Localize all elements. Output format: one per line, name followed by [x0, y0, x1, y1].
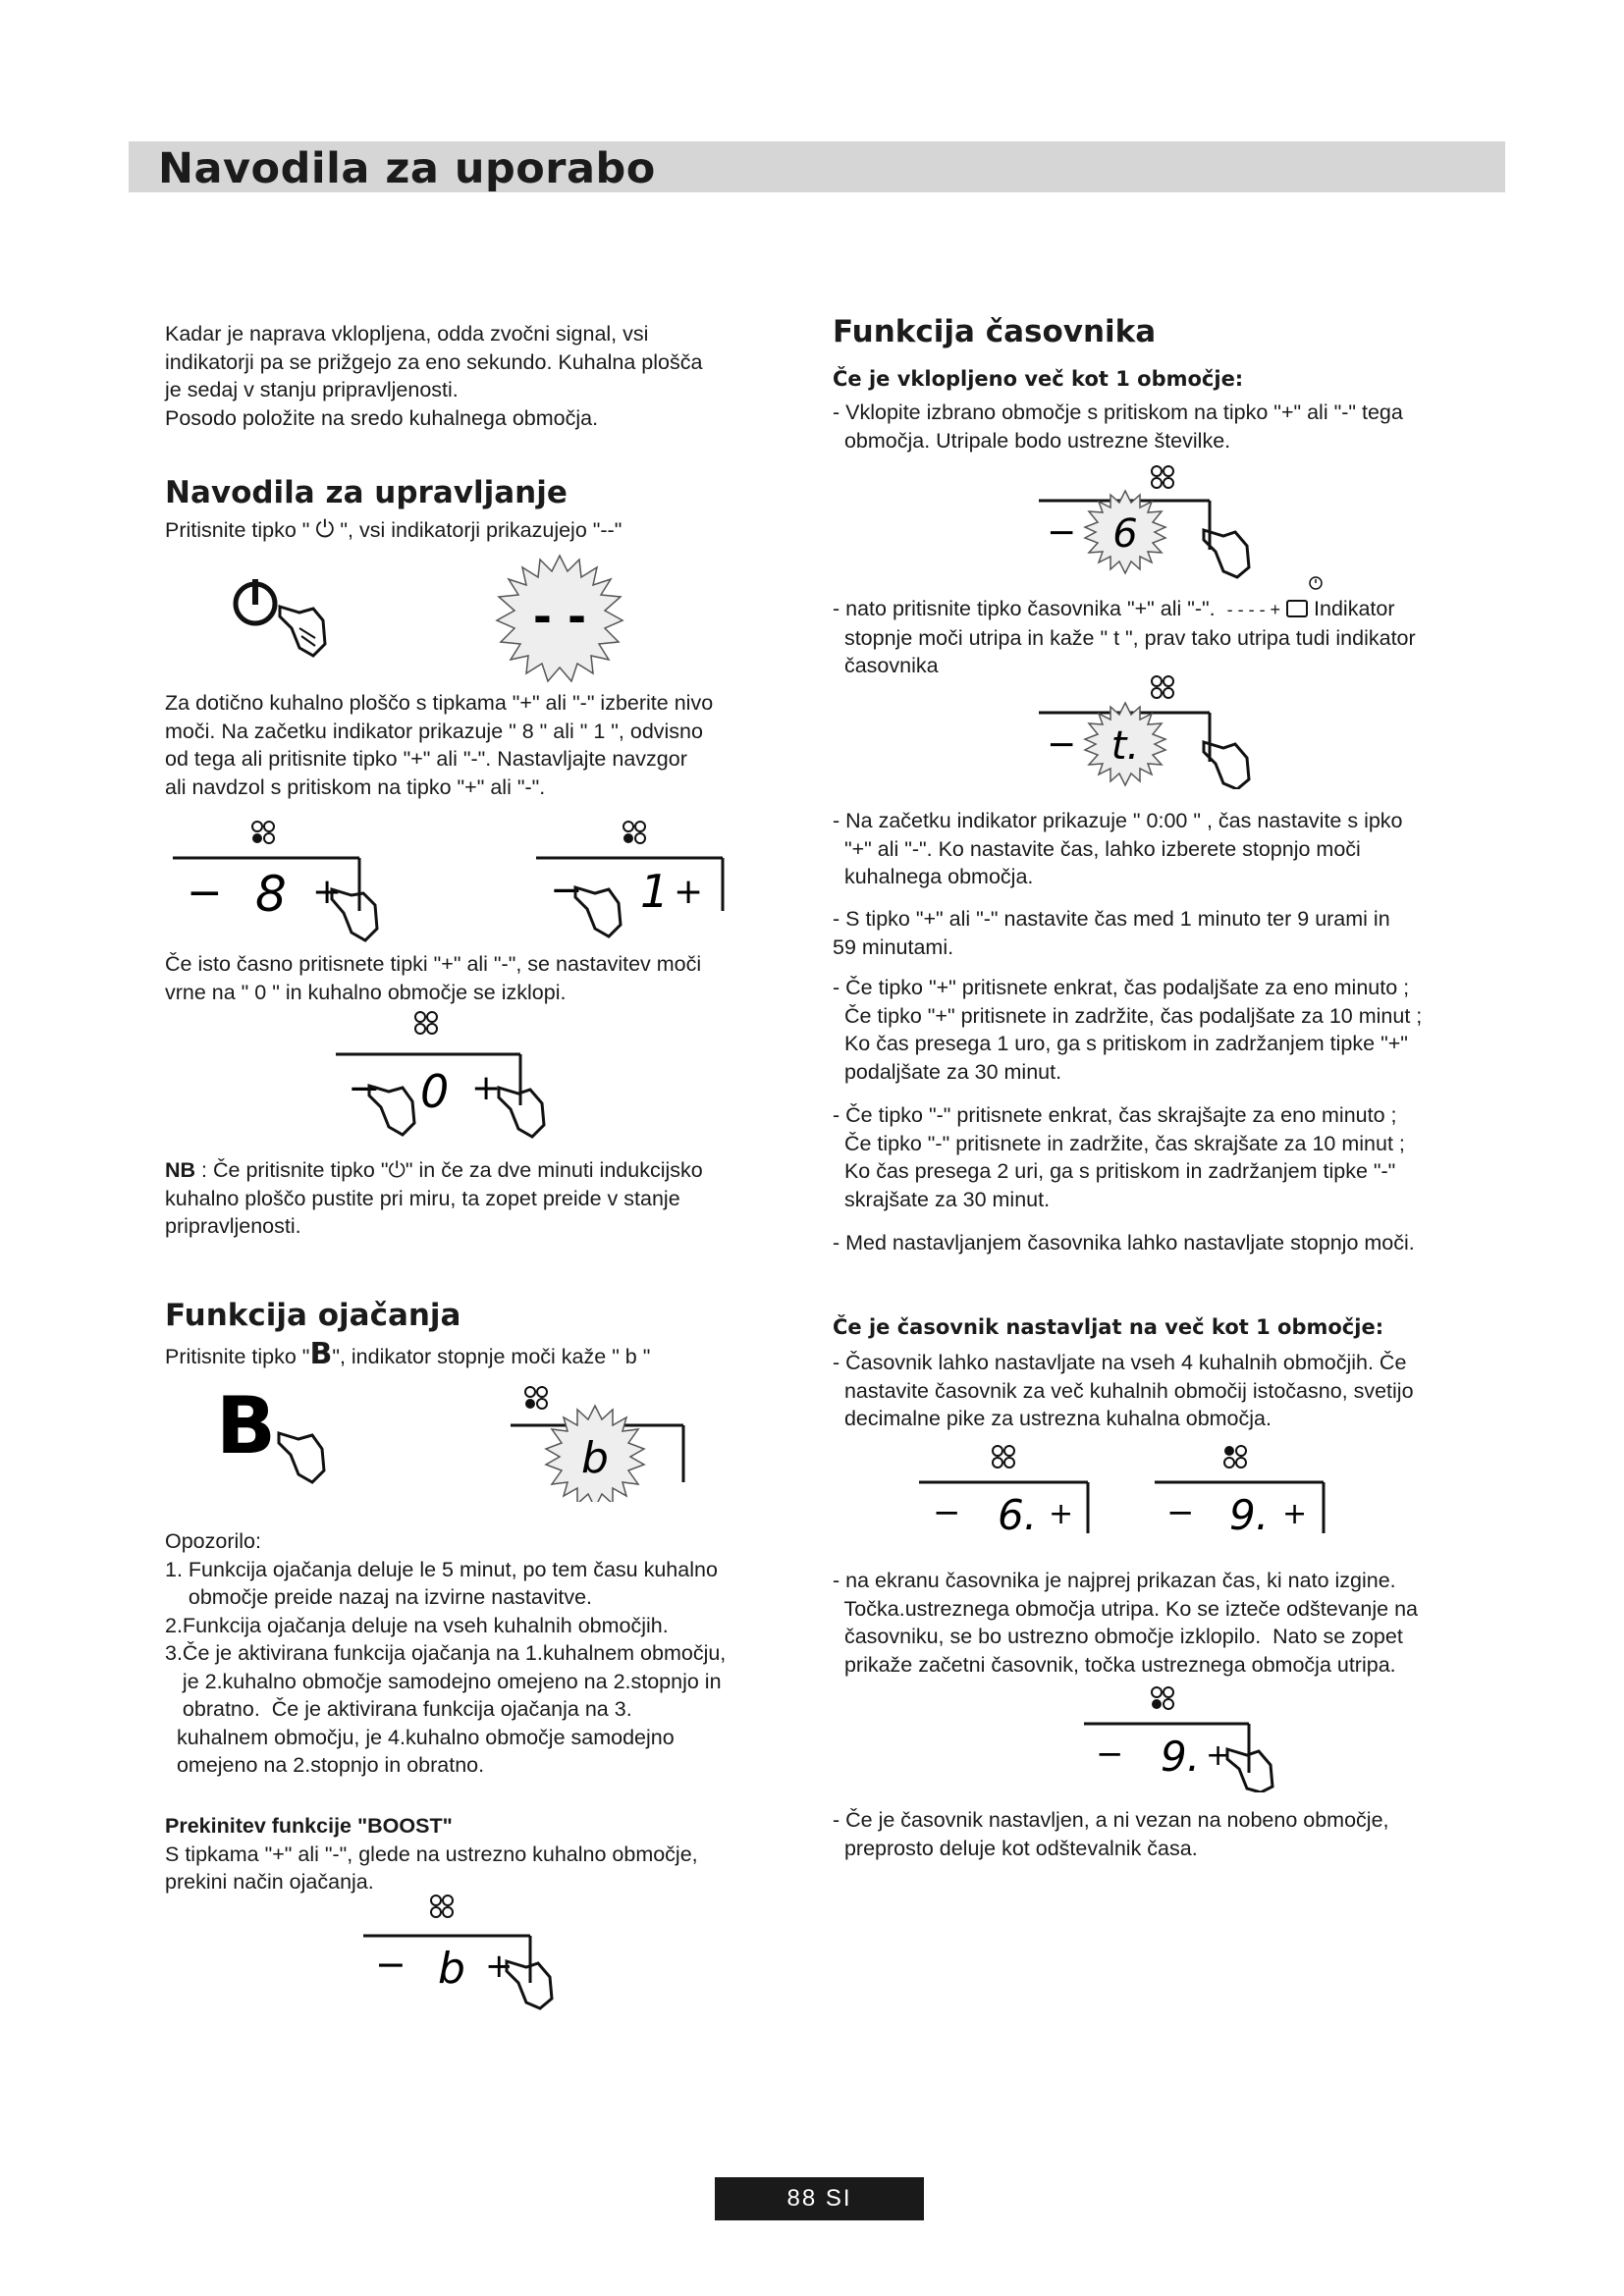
level-line: ali navdzol s pritiskom na tipko "+" ali "-". — [165, 774, 546, 799]
title-bar — [129, 141, 1505, 192]
step5-line: podaljšate za 30 minut. — [833, 1059, 1062, 1084]
figure-power-on — [226, 550, 658, 697]
boost-key-icon: B — [309, 1337, 333, 1371]
step5-line: Če tipko "+" pritisnete in zadržite, čas podaljšate za 10 minut ; — [833, 1003, 1423, 1028]
step6-line: Če tipko "-" pritisnete in zadržite, čas skrajšate za 10 minut ; — [833, 1131, 1405, 1155]
boost-text-a: Pritisnite tipko " — [165, 1345, 310, 1368]
control-heading-block — [165, 475, 568, 510]
step6-line: skrajšate za 30 minut. — [833, 1187, 1051, 1211]
figure-timer-t — [1031, 671, 1267, 789]
minus-key: − — [348, 1066, 381, 1111]
step3-line: kuhalnega območja. — [833, 865, 1034, 888]
multi-zone-heading-block — [833, 367, 1243, 391]
control-heading: Navodila za upravljanje — [165, 475, 568, 510]
timer-t-readout: t. — [1110, 723, 1140, 769]
multi2-block — [833, 1349, 1520, 1433]
plus-key: + — [312, 872, 343, 912]
timer-clock-icon — [1306, 573, 1326, 593]
boost-heading: Funkcija ojačanja — [165, 1298, 461, 1333]
warning-line: 2.Funkcija ojačanja deluje na vseh kuhalnih območjih. — [165, 1613, 669, 1637]
power-button-icon — [236, 579, 275, 623]
timer-burst — [1085, 491, 1165, 573]
intro-line: je sedaj v stanju pripravljenosti. — [165, 378, 459, 401]
dash-display-burst — [497, 556, 623, 681]
step1-line: - Vklopite izbrano območje s pritiskom na tipko "+" ali "-" tega — [833, 400, 1403, 424]
multi2-line: - Časovnik lahko nastavljate na vseh 4 kuhalnih območjih. Če — [833, 1351, 1407, 1374]
plus-key: + — [674, 872, 704, 912]
step5-block — [833, 974, 1520, 1086]
hand-pointer-icon — [279, 1433, 324, 1482]
panel-1 — [536, 822, 723, 936]
boost-key-large: B — [216, 1380, 276, 1471]
cancel-line: prekini način ojačanja. — [165, 1870, 374, 1894]
boost-burst — [546, 1406, 644, 1502]
level-8-readout: 8 — [255, 866, 287, 923]
step3-block — [833, 807, 1510, 891]
simultaneous-paragraph — [165, 950, 813, 1006]
intro-line: Posodo položite na sredo kuhalnega območja. — [165, 405, 599, 430]
control-instruction — [165, 516, 793, 545]
figure-timer-6 — [1031, 461, 1267, 579]
final-note-block — [833, 1806, 1520, 1862]
intro-line: Kadar je naprava vklopljena, odda zvočni signal, vsi — [165, 322, 649, 346]
step4-line: 59 minutami. — [833, 934, 954, 959]
step4-block — [833, 905, 1510, 961]
minus-key: − — [1096, 1735, 1124, 1774]
page-number: 88 SI — [715, 2177, 924, 2220]
plus-key: + — [1206, 1738, 1231, 1773]
plus-key: + — [1049, 1497, 1074, 1531]
minus-key: − — [1047, 724, 1077, 765]
display-note-block — [833, 1567, 1520, 1679]
timer-key-dashes: - - - - + — [1226, 600, 1281, 619]
final-note-line: preprosto deluje kot odštevalnik časa. — [833, 1836, 1198, 1860]
warning-line: kuhalnem območju, je 4.kuhalno območje samodejno — [165, 1725, 675, 1749]
page-title: Navodila za uporabo — [158, 144, 656, 193]
nb-text-b: " in če za dve minuti indukcijsko — [405, 1158, 703, 1182]
minus-key: − — [550, 868, 583, 913]
panel-8 — [173, 822, 377, 940]
step6-line: Ko čas presega 2 uri, ga s pritiskom in zadržanjem tipke "-" — [833, 1159, 1396, 1183]
timer-heading: Funkcija časovnika — [833, 314, 1157, 349]
minus-key: − — [1166, 1493, 1195, 1532]
plus-key: + — [1282, 1497, 1308, 1531]
figure-level-zero — [334, 1003, 589, 1141]
level-line: od tega ali pritisnite tipko "+" ali "-". Nastavljajte navzgor — [165, 747, 687, 771]
multi-zone-heading: Če je vklopljeno več kot 1 območje: — [833, 367, 1244, 391]
step6-block — [833, 1101, 1520, 1213]
step2-text: - nato pritisnite tipko časovnika "+" ali "-". — [833, 597, 1216, 620]
multi2-line: decimalne pike za ustrezna kuhalna območja. — [833, 1407, 1272, 1430]
boost-text-b: ", indikator stopnje moči kaže " b " — [332, 1345, 651, 1368]
level-9dot-readout: 9. — [1229, 1491, 1270, 1539]
warning-line: je 2.kuhalno območje samodejno omejeno na 2.stopnjo in — [165, 1669, 722, 1693]
plus-key: + — [485, 1947, 514, 1986]
cancel-title: Prekinitev funkcije "BOOST" — [165, 1814, 453, 1838]
multi2-heading-block — [833, 1315, 1383, 1339]
nb-label: NB — [165, 1158, 196, 1182]
step2-indicator: Indikator — [1314, 597, 1395, 620]
plus-key: + — [471, 1068, 502, 1108]
timer-burst — [1085, 703, 1165, 785]
timer-heading-block — [833, 314, 1156, 349]
step5-line: - Če tipko "+" pritisnete enkrat, čas podaljšate za eno minuto ; — [833, 976, 1410, 999]
power-icon: ⏻ — [315, 516, 335, 543]
figure-multi-timer — [913, 1443, 1404, 1541]
intro-line: indikatorji pa se prižgejo za eno sekundo. Kuhalna plošča — [165, 349, 703, 374]
hand-pointer-icon — [280, 607, 325, 656]
power-icon: ⏻ — [388, 1157, 406, 1182]
level-line: moči. Na začetku indikator prikazuje " 8 " ali " 1 ", odvisno — [165, 719, 703, 743]
level-0-readout: 0 — [420, 1065, 450, 1118]
minus-key: − — [187, 868, 223, 918]
display-note-line: časovniku, se bo ustrezno območje izklopilo. Nato se zopet — [833, 1625, 1403, 1648]
minus-key: − — [375, 1943, 406, 1986]
level-line: Za dotično kuhalno ploščo s tipkama "+" ali "-" izberite nivo — [165, 691, 714, 715]
dash-readout: - - — [532, 590, 587, 643]
boost-b-readout: b — [581, 1433, 609, 1483]
final-note-line: - Če je časovnik nastavljen, a ni vezan na nobeno območje, — [833, 1808, 1389, 1832]
level-1-readout: 1 — [640, 865, 670, 918]
hand-pointer-icon — [1286, 600, 1308, 617]
nb-text-a: : Če pritisnite tipko " — [195, 1158, 389, 1182]
level-6dot-readout: 6. — [998, 1491, 1038, 1539]
intro-paragraph — [165, 320, 813, 432]
warning-line: območje preide nazaj na izvirne nastavitve. — [165, 1585, 593, 1609]
warning-line: omejeno na 2.stopnjo in obratno. — [165, 1753, 485, 1777]
step5-line: Ko čas presega 1 uro, ga s pritiskom in zadržanjem tipke "+" — [833, 1032, 1408, 1055]
warning-line: obratno. Če je aktivirana funkcija ojačanja na 3. — [165, 1697, 632, 1721]
level-9dot-readout: 9. — [1161, 1733, 1201, 1781]
simul-line: Če isto časno pritisnete tipki "+" ali "-", se nastavitev moči — [165, 952, 702, 976]
figure-timer-9dot — [1080, 1684, 1296, 1792]
step4-line: - S tipko "+" ali "-" nastavite čas med 1 minuto ter 9 urami in — [833, 907, 1390, 931]
level-6-readout: 6 — [1112, 511, 1138, 557]
display-note-line: - na ekranu časovnika je najprej prikazan čas, ki nato izgine. — [833, 1569, 1396, 1592]
multi2-heading: Če je časovnik nastavljat na več kot 1 območje: — [833, 1315, 1384, 1339]
warning-title: Opozorilo: — [165, 1529, 261, 1553]
display-note-line: Točka.ustreznega območja utripa. Ko se izteče odštevanje na — [833, 1596, 1418, 1621]
multi2-line: nastavite časovnik za več kuhalnih območij istočasno, svetijo — [833, 1378, 1414, 1403]
minus-key: − — [933, 1493, 961, 1532]
step3-line: - Na začetku indikator prikazuje " 0:00 " , čas nastavite s ipko — [833, 809, 1403, 832]
nb-paragraph — [165, 1156, 813, 1241]
step6-line: - Če tipko "-" pritisnete enkrat, čas skrajšajte za eno minuto ; — [833, 1103, 1397, 1127]
control-text-b: ", vsi indikatorji prikazujejo "--" — [340, 518, 623, 542]
figure-boost-cancel — [363, 1893, 589, 2010]
boost-instruction — [165, 1337, 793, 1371]
level-paragraph — [165, 689, 813, 801]
panel-9dot — [1155, 1446, 1324, 1539]
panel-6dot — [919, 1446, 1088, 1539]
warning-line: 3.Če je aktivirana funkcija ojačanja na 1.kuhalnem območju, — [165, 1641, 727, 1665]
minus-key: − — [1047, 512, 1077, 553]
boost-heading-block — [165, 1298, 460, 1333]
warning-block — [165, 1527, 813, 1780]
step7-line: - Med nastavljanjem časovnika lahko nastavljate stopnjo moči. — [833, 1231, 1415, 1255]
control-text-a: Pritisnite tipko " — [165, 518, 310, 542]
figure-boost — [206, 1374, 717, 1502]
nb-line: pripravljenosti. — [165, 1214, 301, 1238]
warning-line: 1. Funkcija ojačanja deluje le 5 minut, po tem času kuhalno — [165, 1557, 718, 1581]
display-note-line: prikaže začetni časovnik, točka ustreznega območja utripa. — [833, 1652, 1396, 1677]
cancel-boost-block — [165, 1812, 813, 1896]
simul-line: vrne na " 0 " in kuhalno območje se izklopi. — [165, 980, 567, 1004]
step1-line: območja. Utripale bodo ustrezne številke. — [833, 428, 1231, 453]
step2-line: časovnika — [833, 654, 939, 677]
cancel-line: S tipkama "+" ali "-", glede na ustrezno kuhalno območje, — [165, 1842, 698, 1866]
boost-b-readout: b — [438, 1944, 465, 1994]
step3-line: "+" ali "-". Ko nastavite čas, lahko izberete stopnjo moči — [833, 836, 1361, 861]
step2-block — [833, 595, 1510, 680]
step7-block — [833, 1229, 1520, 1257]
figure-level-select — [167, 813, 746, 950]
nb-line: kuhalno ploščo pustite pri miru, ta zopet preide v stanje — [165, 1186, 680, 1210]
step1-block — [833, 399, 1500, 454]
step2-line: stopnje moči utripa in kaže " t ", prav tako utripa tudi indikator — [833, 625, 1416, 650]
